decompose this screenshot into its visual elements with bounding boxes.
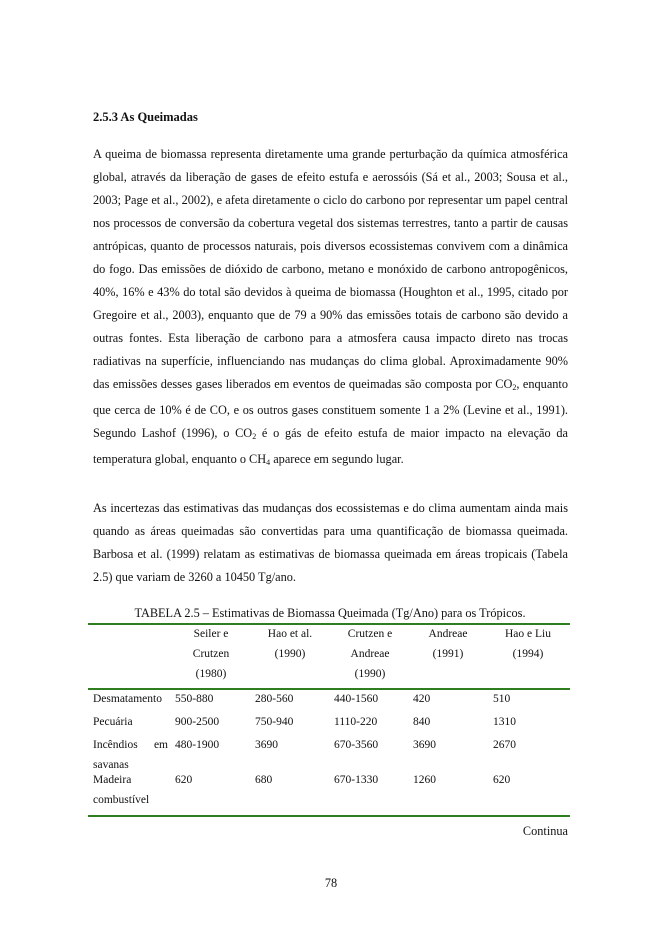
column-header: (1994) xyxy=(512,648,544,660)
paragraph-text-segment: aparece em segundo lugar. xyxy=(270,452,404,466)
column-header: (1980) xyxy=(195,668,227,680)
column-header: Andreae xyxy=(350,648,390,660)
row-label: Incêndios em savanas xyxy=(93,739,168,771)
subscript: 2 xyxy=(512,383,517,392)
column-header: Hao et al. xyxy=(267,628,313,640)
paragraph-text-segment: , enquanto que cerca de 10% é de CO, e os outros gases constituem somente 1 a 2% (Levine et al., 1991). Segundo Lashof (1996), o CO xyxy=(93,377,568,440)
paragraph-text-segment: é o gás de efeito estufa de maior impacto na elevação da temperatura global, enquanto o CH xyxy=(93,426,568,466)
column-header: (1990) xyxy=(354,668,386,680)
subscript: 2 xyxy=(252,432,257,441)
column-header: Andreae xyxy=(428,628,468,640)
column-header: Seiler e xyxy=(193,628,229,640)
table-cell: 3690 xyxy=(413,739,436,751)
table-cell: 3690 xyxy=(255,739,278,751)
table-bottom-rule xyxy=(88,815,570,817)
table-cell: 1110-220 xyxy=(334,716,378,728)
subscript: 4 xyxy=(266,458,271,467)
page-number: 78 xyxy=(324,876,338,890)
table-cell: 900-2500 xyxy=(175,716,220,728)
table-cell: 620 xyxy=(175,774,193,786)
table-cell: 670-1330 xyxy=(334,774,379,786)
row-label: Desmatamento xyxy=(93,693,162,705)
paragraph-text-segment: A queima de biomassa representa diretamente uma grande perturbação da química atmosférica global, através da liberação de gases de efeito estufa e aerossóis (Sá et al., 2003; Sousa et al., 2003; Page et al., 2002), e afeta diretamente o ciclo do carbono por representar um papel central nos processos de conversão da cobertura vegetal dos sistemas terrestres, tanto a partir de causas antrópicas, quanto de processos naturais, pois diversos ecossistemas convivem com a dinâmica do fogo. Das emissões de dióxido de carbono, metano e monóxido de carbono antropogênicos, 40%, 16% e 43% do total são devidos à queima de biomassa (Houghton et al., 1995, citado por Gregoire et al., 2003), enquanto que de 79 a 90% das emissões totais de carbono são devido a outras fontes. Esta liberação de carbono para a atmosfera causa impacto direto nas trocas radiativas na superfície, influenciando nas mudanças do clima global. Aproximadamente 90% das emissões desses gases liberados em eventos de queimadas são composta por CO xyxy=(93,147,568,391)
table-cell: 670-3560 xyxy=(334,739,379,751)
table-cell: 1310 xyxy=(493,716,516,728)
table-cell: 280-560 xyxy=(255,693,294,705)
row-label: Pecuária xyxy=(93,716,133,728)
row-label: Madeira combustível xyxy=(93,774,150,806)
table-cell: 480-1900 xyxy=(175,739,220,751)
column-header: (1991) xyxy=(432,648,464,660)
table-cell: 1260 xyxy=(413,774,436,786)
table-caption: TABELA 2.5 – Estimativas de Biomassa Queimada (Tg/Ano) para os Trópicos. xyxy=(134,606,526,620)
table-cell: 420 xyxy=(413,693,431,705)
column-header: Hao e Liu xyxy=(505,628,551,640)
section-heading: 2.5.3 As Queimadas xyxy=(93,110,198,124)
table-cell: 440-1560 xyxy=(334,693,379,705)
table-cell: 680 xyxy=(255,774,273,786)
paragraph-2: As incertezas das estimativas das mudanças dos ecossistemas e do clima aumentam ainda mais quando as áreas queimadas são convertidas para uma quantificação de biomassa queimada. Barbosa et al. (1999) relatam as estimativas de biomassa queimada em áreas tropicais (Tabela 2.5) que variam de 3260 a 10450 Tg/ano. xyxy=(93,501,568,584)
column-header: Crutzen e xyxy=(347,628,393,640)
column-header: (1990) xyxy=(274,648,306,660)
paragraph-1 xyxy=(93,143,568,474)
table-cell: 2670 xyxy=(493,739,516,751)
table-cell: 620 xyxy=(493,774,511,786)
column-header: Crutzen xyxy=(192,648,230,660)
table-cell: 840 xyxy=(413,716,431,728)
table-cell: 510 xyxy=(493,693,511,705)
continua-label: Continua xyxy=(522,824,568,838)
table-cell: 550-880 xyxy=(175,693,214,705)
table-cell: 750-940 xyxy=(255,716,294,728)
